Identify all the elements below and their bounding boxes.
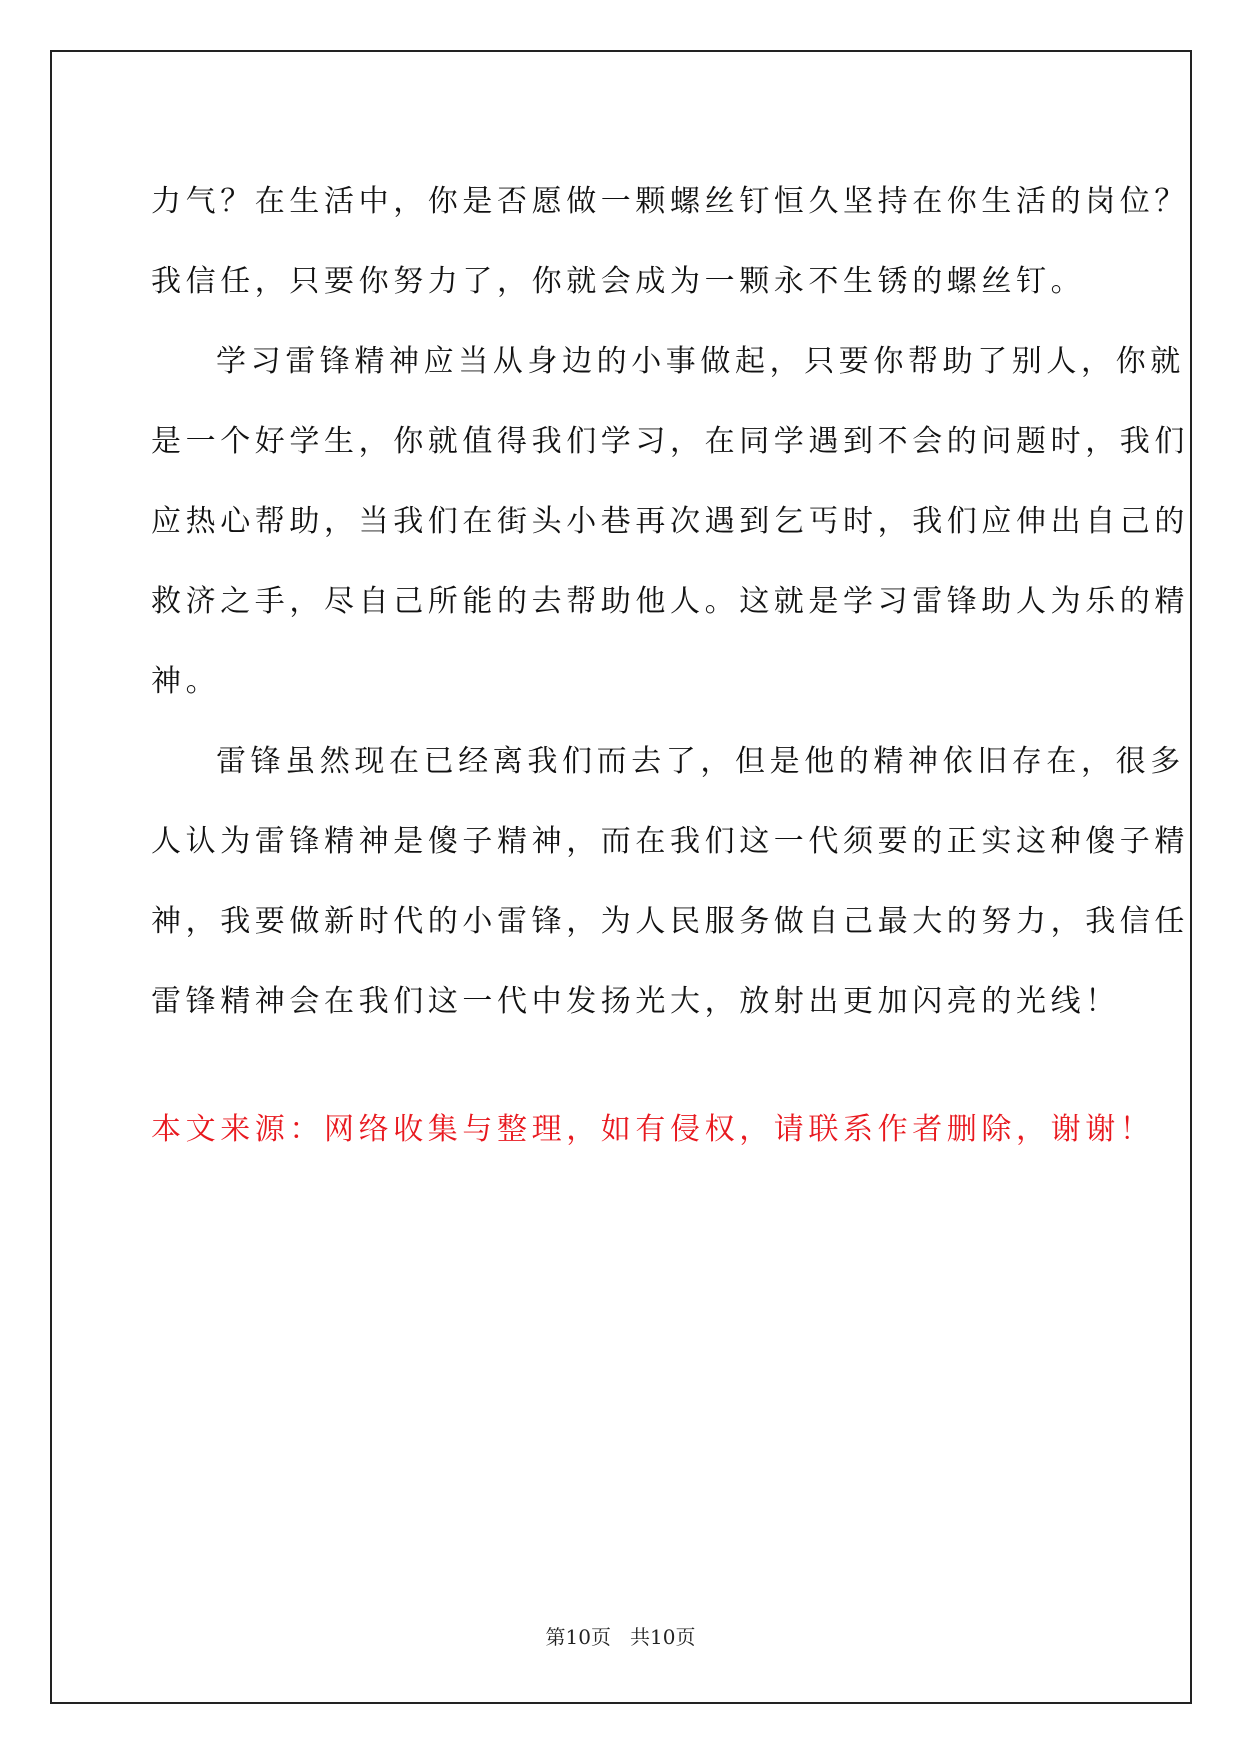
document-body xyxy=(151,162,1189,1170)
body-line: 雷锋精神会在我们这一代中发扬光大，放射出更加闪亮的光线！ xyxy=(151,984,1120,1019)
body-line: 是一个好学生，你就值得我们学习，在同学遇到不会的问题时，我们 xyxy=(151,424,1189,459)
page-number-footer: 第10页 共10页 xyxy=(545,1625,696,1649)
paragraph-gap xyxy=(151,1042,1091,1090)
body-line: 应热心帮助，当我们在街头小巷再次遇到乞丐时，我们应伸出自己的 xyxy=(151,504,1189,539)
source-note: 本文来源：网络收集与整理，如有侵权，请联系作者删除，谢谢！ xyxy=(151,1112,1155,1147)
body-line: 人认为雷锋精神是傻子精神，而在我们这一代须要的正实这种傻子精 xyxy=(151,824,1189,859)
body-line: 神。 xyxy=(151,664,221,699)
body-line: 救济之手，尽自己所能的去帮助他人。这就是学习雷锋助人为乐的精 xyxy=(151,584,1189,619)
body-line: 力气？在生活中，你是否愿做一颗螺丝钉恒久坚持在你生活的岗位？ xyxy=(151,184,1189,219)
paragraph-start-line: 学习雷锋精神应当从身边的小事做起，只要你帮助了别人，你就 xyxy=(216,344,1185,379)
body-line: 神，我要做新时代的小雷锋，为人民服务做自己最大的努力，我信任 xyxy=(151,904,1189,939)
body-line: 我信任，只要你努力了，你就会成为一颗永不生锈的螺丝钉。 xyxy=(151,264,1086,299)
paragraph-start-line: 雷锋虽然现在已经离我们而去了，但是他的精神依旧存在，很多 xyxy=(216,744,1185,779)
